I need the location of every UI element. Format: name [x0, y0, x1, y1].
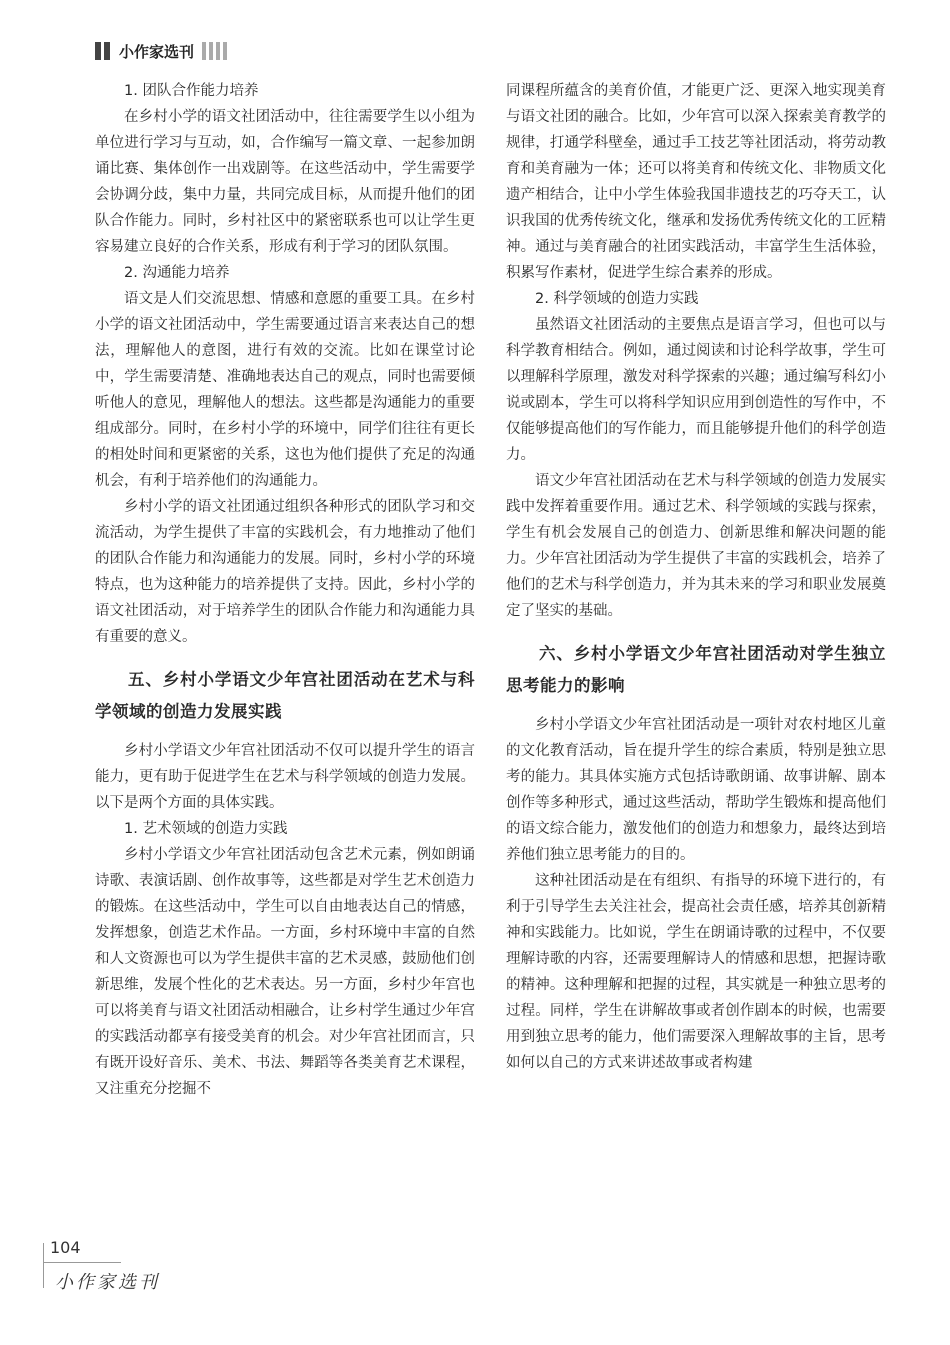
running-header [95, 40, 230, 62]
paragraph: 这种社团活动是在有组织、有指导的环境下进行的，有利于引导学生去关注社会，提高社会责任感，培养其创新精神和实践能力。比如说，学生在朗诵诗歌的过程中，不仅要理解诗歌的内容，还需要理解诗人的情感和思想，把握诗歌的精神。这种理解和把握的过程，其实就是一种独立思考的过程。同样，学生在讲解故事或者创作剧本的时候，也需要用到独立思考的能力，他们需要深入理解故事的主旨，思考如何以自己的方式来讲述故事或者构建 [506, 873, 886, 1071]
footer-logo: 小作家选刊 [55, 1272, 160, 1293]
left-column [95, 78, 475, 1102]
page-number: 104 [50, 1238, 81, 1257]
footer-divider [43, 1262, 121, 1263]
subheading-team: 1. 团队合作能力培养 [124, 83, 259, 99]
footer-divider [43, 1243, 44, 1288]
paragraph: 语文是人们交流思想、情感和意愿的重要工具。在乡村小学的语文社团活动中，学生需要通过语言来表达自己的想法，理解他人的意图，进行有效的交流。比如在课堂讨论中，学生需要清楚、准确地表达自己的观点，同时也需要倾听他人的意见，理解他人的想法。这些都是沟通能力的重要组成部分。同时，在乡村小学的环境中，同学们往往有更长的相处时间和更紧密的关系，这也为他们提供了充足的沟通机会，有利于培养他们的沟通能力。 [95, 291, 475, 489]
header-bar-decoration [202, 42, 206, 60]
paragraph: 乡村小学语文少年宫社团活动不仅可以提升学生的语言能力，更有助于促进学生在艺术与科学领域的创造力发展。以下是两个方面的具体实践。 [95, 743, 475, 811]
header-bar-decoration [104, 42, 110, 60]
paragraph: 乡村小学的语文社团通过组织各种形式的团队学习和交流活动，为学生提供了丰富的实践机会，有力地推动了他们的团队合作能力和沟通能力的发展。同时，乡村小学的环境特点，也为这种能力的培养提供了支持。因此，乡村小学的语文社团活动，对于培养学生的团队合作能力和沟通能力具有重要的意义。 [95, 499, 475, 645]
paragraph: 语文少年宫社团活动在艺术与科学领域的创造力发展实践中发挥着重要作用。通过艺术、科学领域的实践与探索，学生有机会发展自己的创造力、创新思维和解决问题的能力。少年宫社团活动为学生提供了丰富的实践机会，培养了他们的艺术与科学创造力，并为其未来的学习和职业发展奠定了坚实的基础。 [506, 473, 886, 619]
header-bar-decoration [216, 42, 220, 60]
subheading-art: 1. 艺术领域的创造力实践 [124, 821, 288, 837]
header-bar-decoration [223, 42, 227, 60]
paragraph: 在乡村小学的语文社团活动中，往往需要学生以小组为单位进行学习与互动，如，合作编写一篇文章、一起参加朗诵比赛、集体创作一出戏剧等。在这些活动中，学生需要学会协调分歧，集中力量，共同完成目标，从而提升他们的团队合作能力。同时，乡村社区中的紧密联系也可以让学生更容易建立良好的合作关系，形成有利于学习的团队氛围。 [95, 109, 475, 255]
section-5-heading: 五、乡村小学语文少年宫社团活动在艺术与科学领域的创造力发展实践 [95, 670, 475, 721]
journal-title: 小作家选刊 [119, 42, 195, 61]
header-bar-decoration [95, 42, 101, 60]
section-6-heading: 六、乡村小学语文少年宫社团活动对学生独立思考能力的影响 [506, 644, 886, 695]
paragraph: 乡村小学语文少年宫社团活动是一项针对农村地区儿童的文化教育活动，旨在提升学生的综合素质，特别是独立思考的能力。其具体实施方式包括诗歌朗诵、故事讲解、剧本创作等多种形式，通过这些活动，帮助学生锻炼和提高他们的语文综合能力，激发他们的创造力和想象力，最终达到培养他们独立思考能力的目的。 [506, 717, 886, 863]
subheading-communication: 2. 沟通能力培养 [124, 265, 230, 281]
header-bar-decoration [209, 42, 213, 60]
paragraph: 虽然语文社团活动的主要焦点是语言学习，但也可以与科学教育相结合。例如，通过阅读和讨论科学故事，学生可以理解科学原理，激发对科学探索的兴趣；通过编写科幻小说或剧本，学生可以将科学知识应用到创造性的写作中，不仅能够提高他们的写作能力，而且能够提升他们的科学创造力。 [506, 317, 886, 463]
paragraph-continued: 同课程所蕴含的美育价值，才能更广泛、更深入地实现美育与语文社团的融合。比如，少年宫可以深入探索美育教学的规律，打通学科壁垒，通过手工技艺等社团活动，将劳动教育和美育融为一体；还可以将美育和传统文化、非物质文化遗产相结合，让中小学生体验我国非遗技艺的巧夺天工，认识我国的优秀传统文化，继承和发扬优秀传统文化的工匠精神。通过与美育融合的社团实践活动，丰富学生生活体验，积累写作素材，促进学生综合素养的形成。 [506, 83, 886, 281]
paragraph: 乡村小学语文少年宫社团活动包含艺术元素，例如朗诵诗歌、表演话剧、创作故事等，这些都是对学生艺术创造力的锻炼。在这些活动中，学生可以自由地表达自己的情感，发挥想象，创造艺术作品。一方面，乡村环境中丰富的自然和人文资源也可以为学生提供丰富的艺术灵感，鼓励他们创新思维，发展个性化的艺术表达。另一方面，乡村少年宫也可以将美育与语文社团活动相融合，让乡村学生通过少年宫的实践活动都享有接受美育的机会。对少年宫社团而言，只有既开设好音乐、美术、书法、舞蹈等各类美育艺术课程，又注重充分挖掘不 [95, 847, 475, 1097]
right-column [506, 78, 886, 1076]
subheading-science: 2. 科学领域的创造力实践 [535, 291, 699, 307]
